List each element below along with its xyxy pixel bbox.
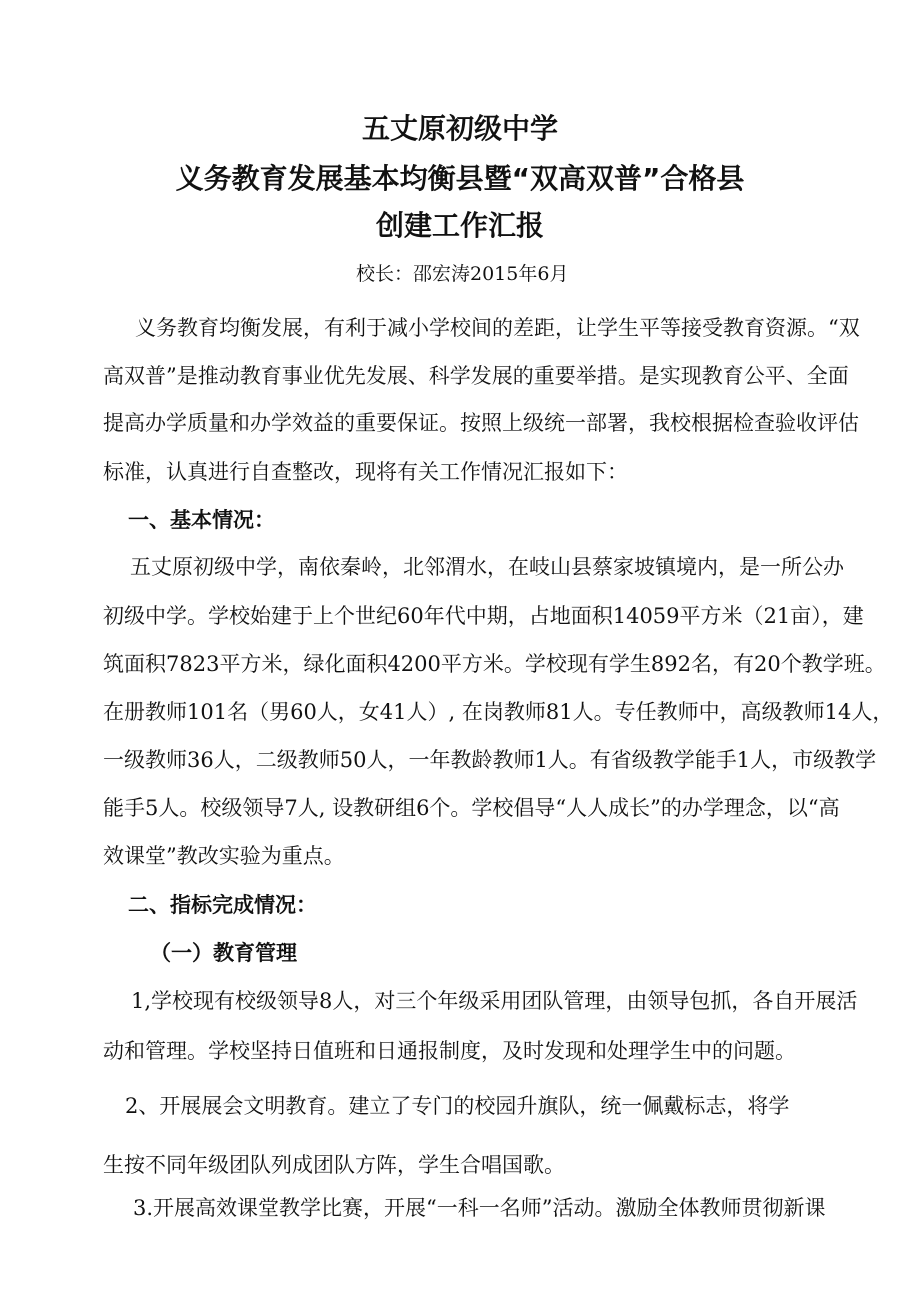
paragraph-line: 筑面积7823平方米，绿化面积4200平方米。学校现有学生892名，有20个教学班。	[103, 652, 886, 676]
paragraph-line: 提高办学质量和办学效益的重要保证。按照上级统一部署，我校根据检查验收评估	[103, 411, 859, 435]
paragraph-line: 一级教师36人，二级教师50人，一年教龄教师1人。有省级教学能手1人，市级教学	[103, 748, 877, 772]
paragraph-line: 初级中学。学校始建于上个世纪60年代中期，占地面积14059平方米（21亩），建	[103, 604, 864, 628]
paragraph-line: 能手5人。校级领导7人, 设教研组6个。学校倡导“人人成长”的办学理念，以“高	[103, 796, 840, 820]
paragraph-line: 五丈原初级中学，南依秦岭，北邻渭水，在岐山县蔡家坡镇境内，是一所公办	[130, 555, 844, 579]
paragraph-line: 义务教育均衡发展，有利于减小学校间的差距，让学生平等接受教育资源。“双	[135, 316, 860, 340]
paragraph-line: 2、开展展会文明教育。建立了专门的校园升旗队，统一佩戴标志，将学	[125, 1094, 790, 1118]
byline: 校长：邵宏涛2015年6月	[356, 263, 569, 285]
school-name-title: 五丈原初级中学	[361, 112, 558, 145]
paragraph-line: 效课堂”教改实验为重点。	[103, 844, 345, 868]
paragraph-line: 3.开展高效课堂教学比赛，开展“一科一名师”活动。激励全体教师贯彻新课	[133, 1196, 826, 1220]
report-title: 义务教育发展基本均衡县暨“双高双普”合格县	[175, 162, 745, 195]
paragraph-line: 1,学校现有校级领导8人，对三个年级采用团队管理，由领导包抓，各自开展活	[131, 989, 858, 1013]
paragraph-line: 生按不同年级团队列成团队方阵，学生合唱国歌。	[103, 1153, 565, 1177]
subsection-heading-management: （一）教育管理	[150, 940, 297, 965]
paragraph-line: 高双普”是推动教育事业优先发展、科学发展的重要举措。是实现教育公平、全面	[103, 364, 849, 388]
paragraph-line: 动和管理。学校坚持日值班和日通报制度，及时发现和处理学生中的问题。	[103, 1039, 796, 1063]
section-heading-indicators: 二、指标完成情况：	[128, 893, 317, 917]
paragraph-line: 在册教师101名（男60人，女41人）, 在岗教师81人。专任教师中，高级教师14人，	[103, 700, 894, 724]
section-heading-basic: 一、基本情况：	[128, 508, 275, 532]
report-subtitle: 创建工作汇报	[375, 209, 544, 242]
paragraph-line: 标准，认真进行自查整改，现将有关工作情况汇报如下：	[103, 460, 628, 484]
